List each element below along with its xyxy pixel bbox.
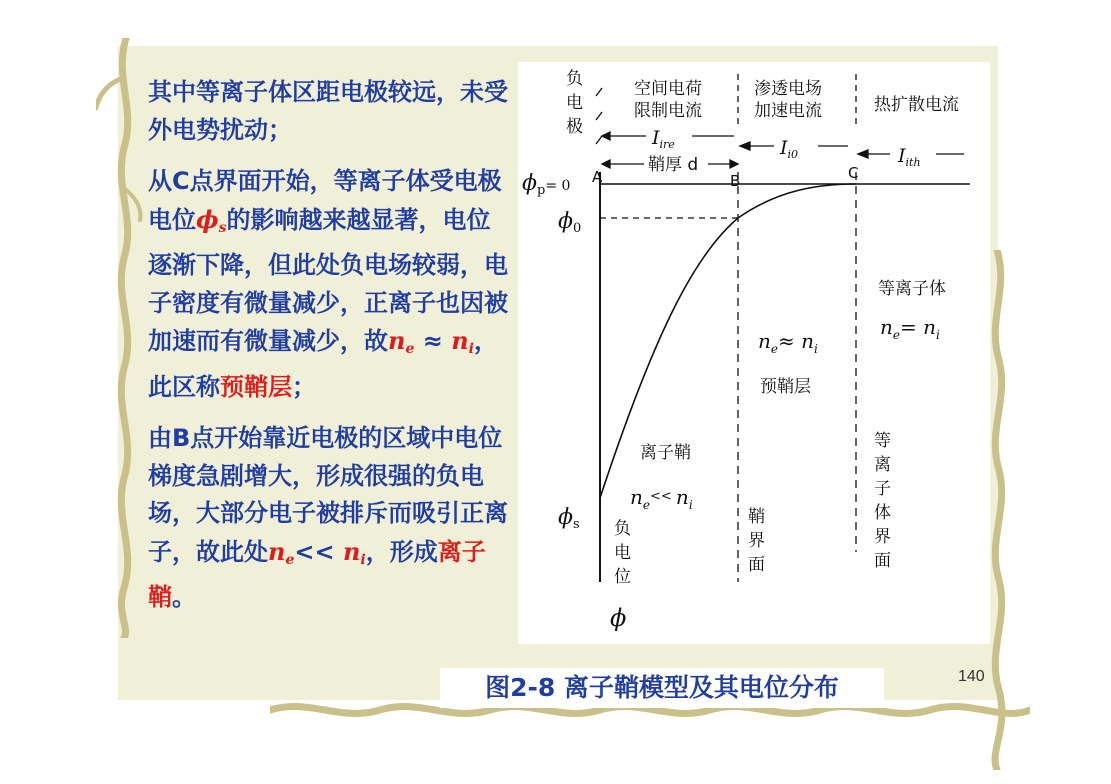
- phi-p-label: ϕp= 0: [522, 171, 571, 198]
- plasma-region-label: 等离子体: [878, 279, 946, 299]
- much-less-symbol: <<: [294, 537, 343, 566]
- sheath-boundary-char-3: 面: [748, 555, 765, 575]
- point-B: B: [730, 172, 741, 190]
- sheath-thickness-label: 鞘厚 d: [648, 155, 699, 175]
- sheath-term: 离子鞘: [148, 537, 486, 611]
- sheath-text-a: 由B点开始靠近电极的区域中电位梯度急剧增大，形成很强的负电场，大部分电子被排斥而吸引正离子，故此处: [148, 424, 508, 566]
- plasma-boundary-char-2: 离: [874, 455, 891, 475]
- figure-caption: 图2-8 离子鞘模型及其电位分布: [440, 668, 884, 708]
- presheath-text-d: ；: [292, 372, 316, 401]
- ni-symbol-2: $n_i$: [342, 536, 366, 568]
- electrode-label-char-1: 负: [566, 69, 583, 89]
- ni-symbol: $n_i$: [451, 326, 474, 357]
- electrode-label-char-3: 极: [566, 117, 583, 137]
- paragraph-presheath: [148, 163, 513, 406]
- paragraph-plasma: [148, 74, 513, 149]
- phi-0-label: ϕ0: [558, 209, 582, 236]
- presheath-text-c: ，此区称: [148, 327, 498, 401]
- ne-symbol-2: $n_e$: [268, 536, 295, 568]
- neg-potential-char-2: 电: [614, 543, 631, 563]
- presheath-text-b: 的影响越来越显著，电位逐渐下降，但此处负电场较弱，电子密度有微量减少，正离子也因被加速而有微量减少，故: [148, 205, 508, 355]
- region-label-thermal: 热扩散电流: [874, 95, 959, 115]
- explanation-text: [148, 74, 513, 631]
- plasma-boundary-char-1: 等: [874, 431, 891, 451]
- neg-potential-char-1: 负: [614, 519, 631, 539]
- sheath-model-figure: [518, 62, 990, 644]
- plasma-boundary-char-3: 子: [874, 479, 891, 499]
- paragraph-plasma-text: 其中等离子体区距电极较远，未受外电势扰动；: [148, 78, 508, 144]
- plasma-boundary-char-5: 界: [874, 527, 891, 547]
- presheath-region-label: 预鞘层: [760, 377, 811, 397]
- plasma-boundary-char-4: 体: [874, 503, 891, 523]
- sheath-relation: $n_e^{<<}$ $n_i$: [630, 485, 693, 512]
- paragraph-sheath: [148, 420, 513, 617]
- current-I-i0: $I_{i0}$: [780, 137, 799, 161]
- point-A: A: [592, 168, 603, 186]
- region-label-space-charge-2: 限制电流: [634, 101, 702, 121]
- sheath-boundary-char-2: 界: [748, 531, 765, 551]
- sheath-region-label: 离子鞘: [640, 443, 691, 463]
- potential-curve: [600, 184, 856, 498]
- plasma-boundary-char-6: 面: [874, 551, 891, 571]
- point-C: C: [848, 164, 859, 182]
- presheath-text-a: 从C点界面开始，等离子体受电极电位: [148, 167, 502, 234]
- presheath-relation: $n_e\approx n_i$: [758, 329, 818, 356]
- sheath-text-b: ，形成: [365, 537, 438, 566]
- phi-s-symbol: $\phi_s$: [196, 204, 227, 236]
- plasma-relation: $n_e= n_i$: [880, 315, 940, 342]
- region-label-diffusion-2: 加速电流: [754, 101, 822, 121]
- neg-potential-char-3: 位: [614, 567, 631, 587]
- current-I-ire: $I_{ire}$: [652, 127, 675, 151]
- phi-axis-label: ϕ: [610, 604, 627, 632]
- electrode-label-char-2: 电: [566, 93, 583, 113]
- region-label-space-charge-1: 空间电荷: [634, 79, 702, 99]
- page-number: 140: [958, 668, 985, 685]
- region-label-diffusion-1: 渗透电场: [754, 79, 822, 99]
- presheath-term: 预鞘层: [220, 372, 292, 401]
- current-I-ith: $I_{ith}$: [898, 145, 921, 169]
- phi-s-label: ϕs: [558, 505, 580, 532]
- approx-symbol: ≈: [414, 327, 452, 355]
- sheath-boundary-char-1: 鞘: [748, 507, 765, 527]
- sheath-text-c: 。: [172, 583, 196, 611]
- vine-decoration-left: [96, 38, 144, 638]
- ne-symbol: $n_e$: [388, 326, 415, 357]
- potential-distribution-diagram: [518, 62, 990, 644]
- electrode-hatch: [596, 88, 602, 144]
